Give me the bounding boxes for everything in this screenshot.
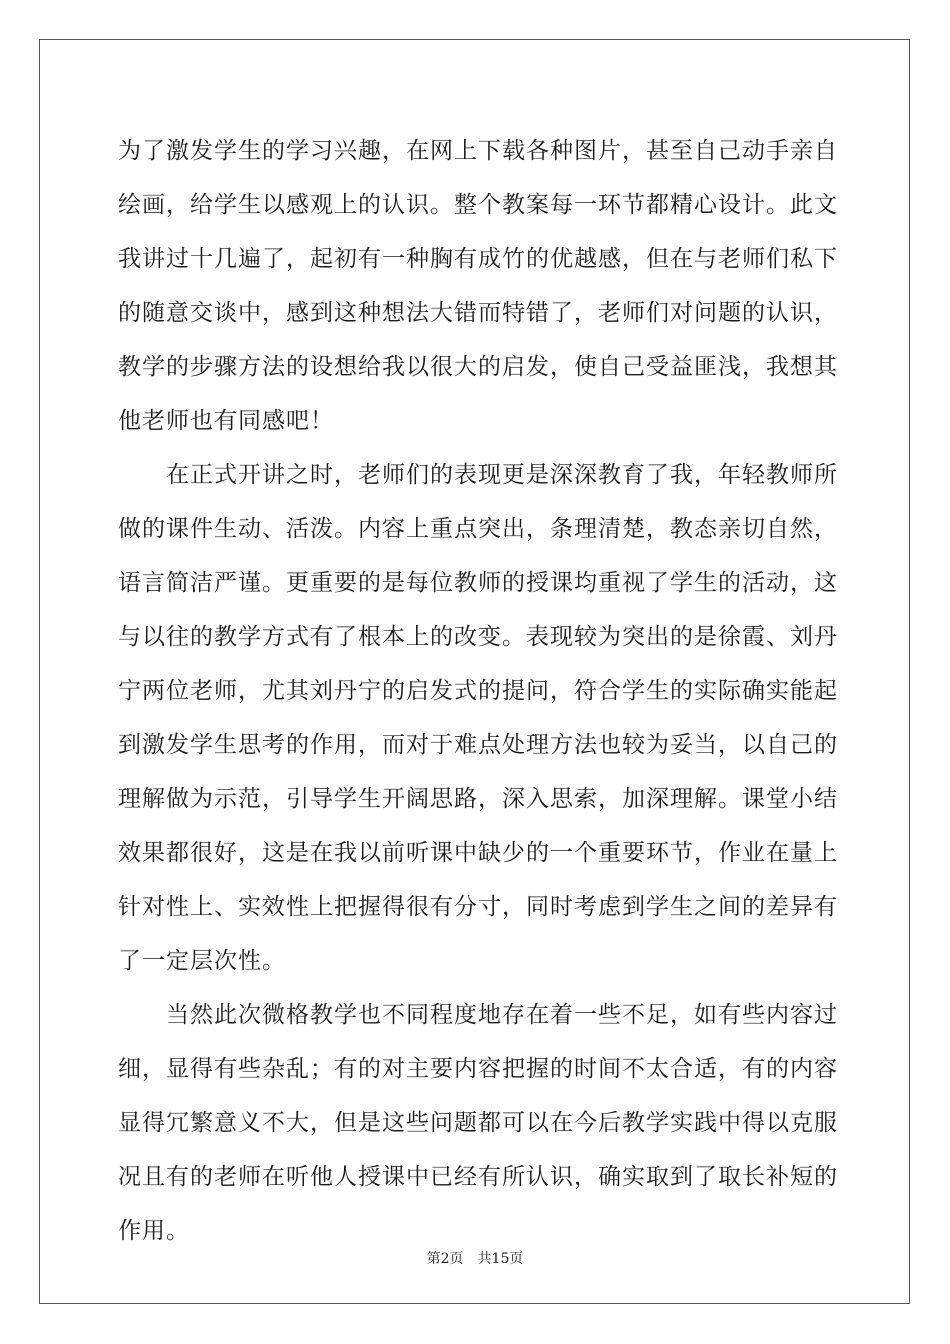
text-line: 教学的步骤方法的设想给我以很大的启发，使自己受益匪浅，我想其: [118, 354, 838, 380]
paragraph-3: [118, 988, 838, 1258]
page-footer: [0, 1248, 950, 1268]
text-line: 绘画，给学生以感观上的认识。整个教案每一环节都精心设计。此文: [118, 192, 838, 218]
paragraph-2: [118, 448, 838, 988]
text-line: 理解做为示范，引导学生开阔思路，深入思索，加深理解。课堂小结: [118, 786, 838, 812]
text-line: 我讲过十几遍了，起初有一种胸有成竹的优越感，但在与老师们私下: [118, 246, 838, 272]
text-line: 细，显得有些杂乱；有的对主要内容把握的时间不太合适，有的内容: [118, 1056, 838, 1082]
text-line: 当然此次微格教学也不同程度地存在着一些不足，如有些内容过: [166, 1002, 838, 1028]
total-pages-label: 共15页: [477, 1251, 524, 1267]
text-line: 了一定层次性。: [118, 948, 286, 974]
text-line: 语言简洁严谨。更重要的是每位教师的授课均重视了学生的活动，这: [118, 570, 838, 596]
text-line: 效果都很好，这是在我以前听课中缺少的一个重要环节，作业在量上: [118, 840, 838, 866]
text-line: 况且有的老师在听他人授课中已经有所认识，确实取到了取长补短的: [118, 1164, 838, 1190]
text-line: 与以往的教学方式有了根本上的改变。表现较为突出的是徐霞、刘丹: [118, 624, 838, 650]
text-line: 宁两位老师，尤其刘丹宁的启发式的提问，符合学生的实际确实能起: [118, 678, 838, 704]
paragraph-1: [118, 124, 838, 448]
current-page-label: 第2页: [426, 1251, 464, 1267]
text-line: 他老师也有同感吧！: [118, 408, 334, 434]
text-line: 的随意交谈中，感到这种想法大错而特错了，老师们对问题的认识，: [118, 300, 838, 326]
text-line: 针对性上、实效性上把握得很有分寸，同时考虑到学生之间的差异有: [118, 894, 838, 920]
text-line: 到激发学生思考的作用，而对于难点处理方法也较为妥当，以自己的: [118, 732, 838, 758]
document-body: [118, 124, 838, 1258]
text-line: 为了激发学生的学习兴趣，在网上下载各种图片，甚至自己动手亲自: [118, 138, 838, 164]
text-line: 作用。: [118, 1218, 190, 1244]
text-line: 做的课件生动、活泼。内容上重点突出，条理清楚，教态亲切自然，: [118, 516, 838, 542]
text-line: 在正式开讲之时，老师们的表现更是深深教育了我，年轻教师所: [166, 462, 838, 488]
text-line: 显得冗繁意义不大，但是这些问题都可以在今后教学实践中得以克服: [118, 1110, 838, 1136]
